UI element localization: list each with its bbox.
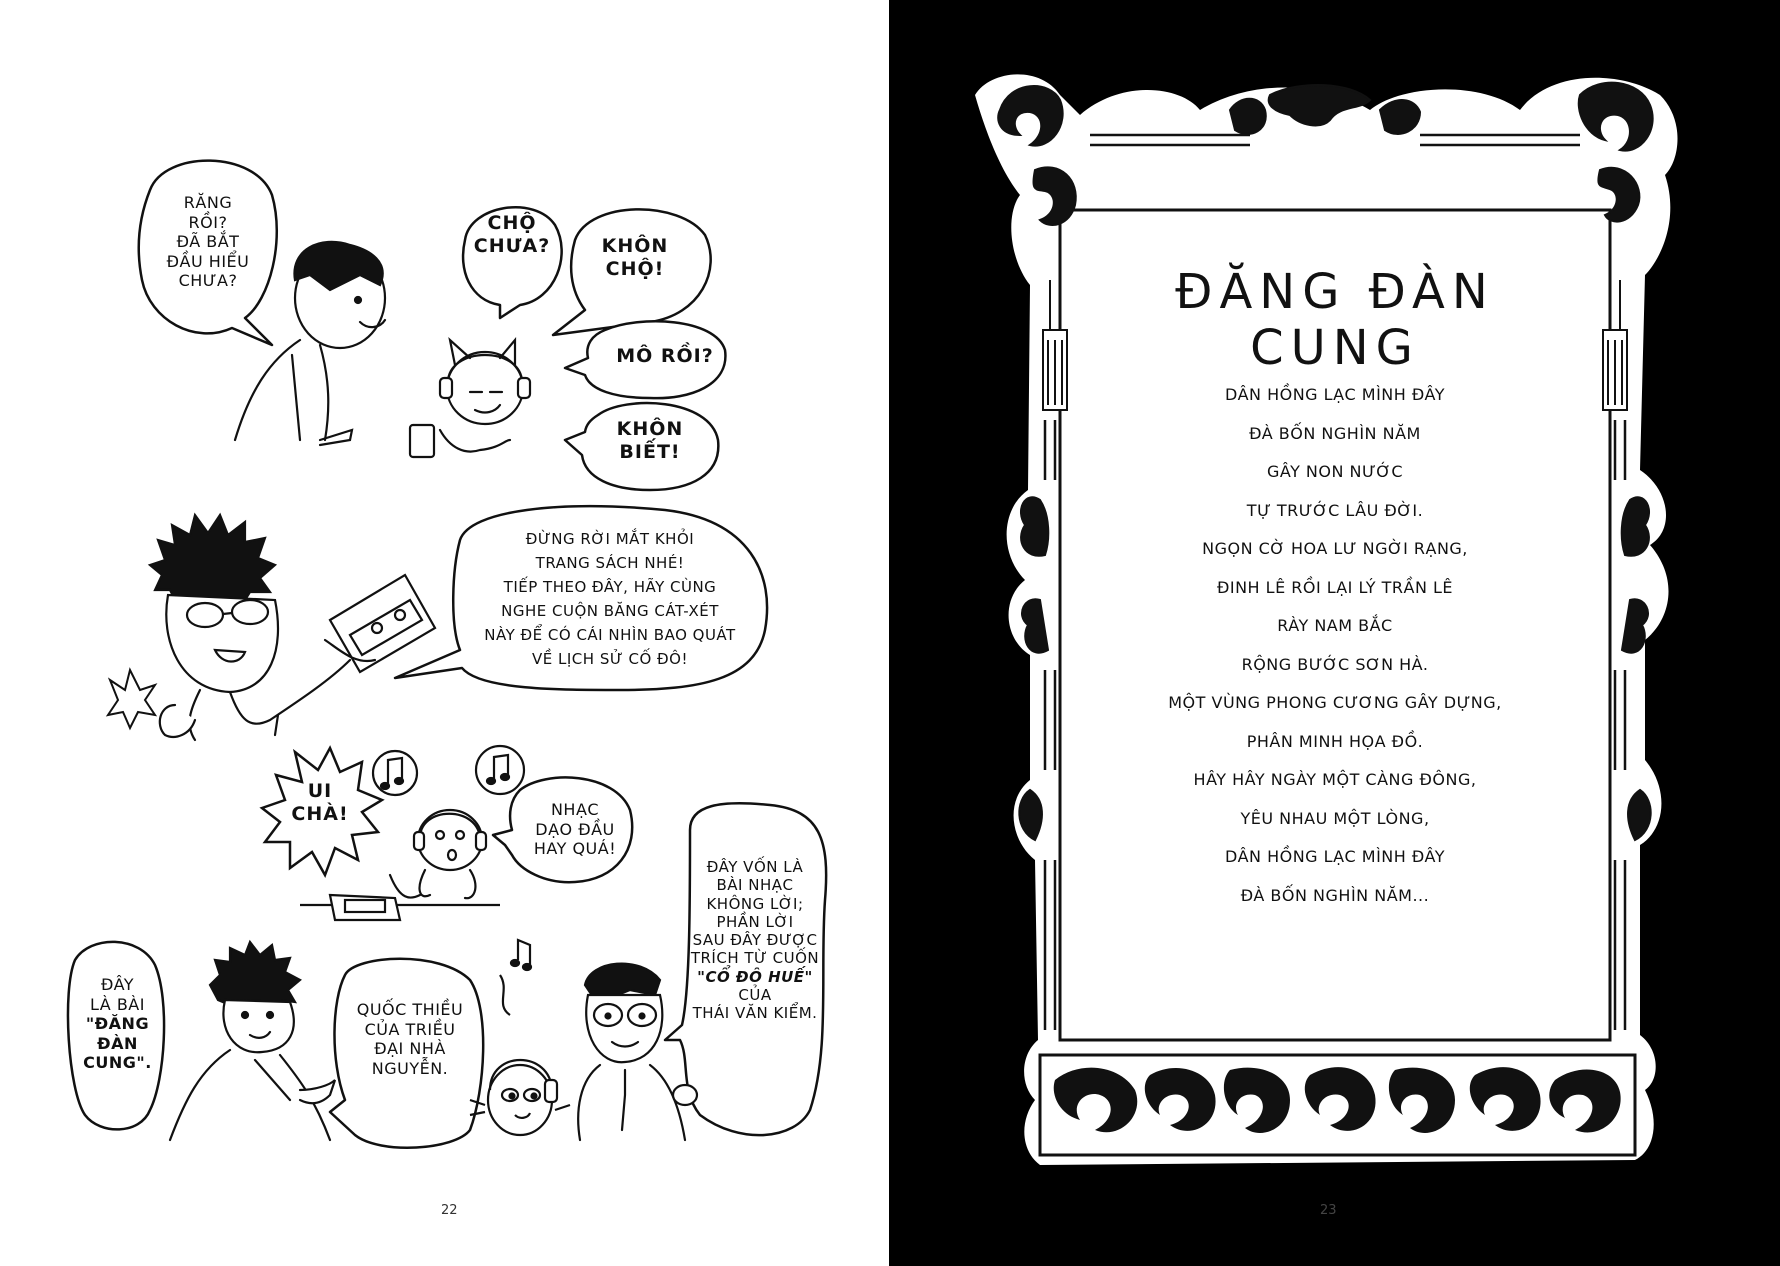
bubble-7-text: UI CHÀ! [291,780,349,826]
bubble-8-text: NHẠC DẠO ĐẦU HAY QUÁ! [533,800,617,859]
poem-line: GÂY NON NƯỚC [1266,462,1404,481]
page-number-right: 23 [1320,1203,1337,1218]
poem-line: RỘNG BƯỚC SƠN HÀ. [1241,654,1429,674]
poem-line: ĐINH LÊ RỒI LẠI LÝ TRẦN LÊ [1216,577,1454,597]
poem-line: MỘT VÙNG PHONG CƯƠNG GÂY DỰNG, [1168,693,1502,712]
poem-line: ĐÀ BỐN NGHÌN NĂM... [1240,885,1430,905]
poem-line: RÀY NAM BẮC [1277,616,1393,635]
poem-line: YÊU NHAU MỘT LÒNG, [1240,808,1430,828]
bubble-11-text: QUỐC THIỀU CỦA TRIỀU ĐẠI NHÀ NGUYỄN. [356,1000,464,1078]
page-number-left: 22 [441,1203,458,1218]
poem-title: ĐĂNG ĐÀN CUNG [1175,264,1495,376]
bubble-4-text: MÔ RỒI? [616,345,714,367]
poem-line: HÂY HÂY NGÀY MỘT CÀNG ĐÔNG, [1193,770,1477,789]
bubble-9-text: ĐÂY VỐN LÀ BÀI NHẠC KHÔNG LỜI; PHẦN LỜI SAU ĐÂY ĐƯỢC TRÍCH TỪ CUỐN "CỔ ĐÔ HUẾ" CỦA THÁI VĂN KIỂM. [690,858,820,1023]
poem-line: DÂN HỒNG LẠC MÌNH ĐÂY [1225,385,1445,404]
bubble-5-text: KHÔN BIẾT! [616,418,684,464]
poem-line: ĐÀ BỐN NGHÌN NĂM [1249,423,1421,443]
bubble-2-text: CHỘ CHƯA? [473,212,551,258]
bubble-6-text: ĐỪNG RỜI MẮT KHỎI TRANG SÁCH NHÉ! TIẾP THEO ĐÂY, HÃY CÙNG NGHE CUỘN BĂNG CÁT-XÉT NÀY ĐỂ CÓ CÁI NHÌN BAO QUÁT VỀ LỊCH SỬ CỐ ĐÔ! [484,530,736,668]
poem-line: TỰ TRƯỚC LÂU ĐỜI. [1246,500,1424,520]
poem-line: DÂN HỒNG LẠC MÌNH ĐÂY [1225,847,1445,866]
bubble-10-text: ĐÂY LÀ BÀI "ĐĂNG ĐÀN CUNG". [83,975,152,1073]
bubble-3-text: KHÔN CHỘ! [601,235,669,281]
poem-line: NGỌN CỜ HOA LƯ NGỜI RẠNG, [1202,539,1468,558]
poem-body [1115,376,1555,915]
poem-line: PHÂN MINH HỌA ĐỒ. [1246,731,1424,751]
bubble-1-text: RĂNG RỒI? ĐÃ BẮT ĐẦU HIỂU CHƯA? [166,193,250,291]
